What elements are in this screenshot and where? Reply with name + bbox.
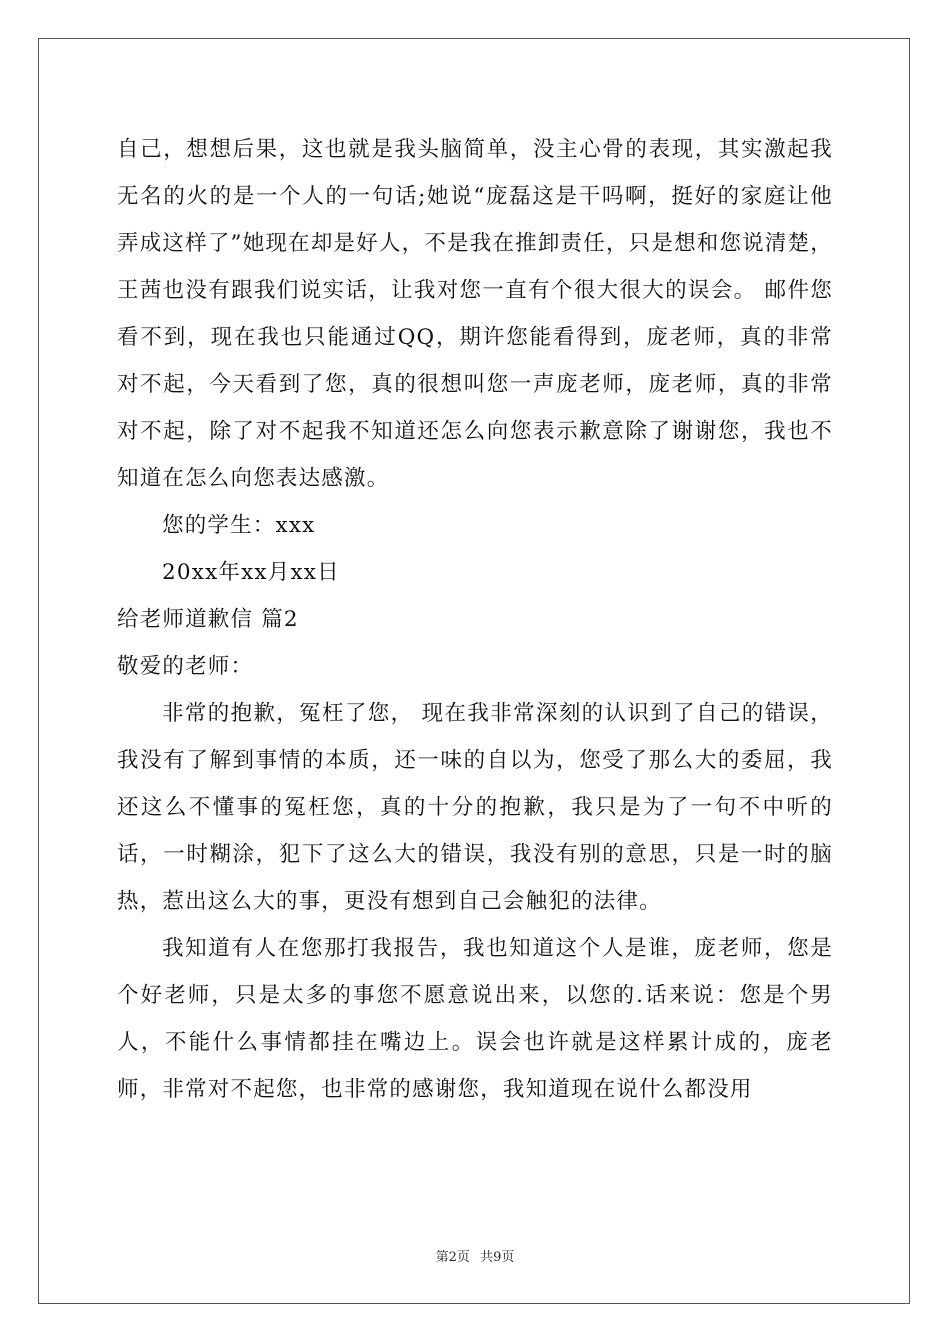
page-total: 共9页: [480, 1250, 515, 1265]
section-title: 给老师道歉信 篇2: [117, 607, 299, 632]
date-line: 20xx年xx月xx日: [162, 560, 340, 585]
document-body: [117, 126, 833, 1113]
page-footer: [0, 1246, 950, 1265]
paragraph-continuation: 自己，想想后果，这也就是我头脑简单，没主心骨的表现，其实激起我无名的火的是一个人的一句话;她说“庞磊这是干吗啊，挺好的家庭让他弄成这样了”她现在却是好人，不是我在推卸责任，只是想和您说清楚，王茜也没有跟我们说实话，让我对您一直有个很大很大的误会。 邮件您看不到，现在我也只能通过QQ，期许您能看得到，庞老师，真的非常对不起，今天看到了您，真的很想叫您一声庞老师，庞老师，真的非常对不起，除了对不起我不知道还怎么向您表示歉意除了谢谢您，我也不知道在怎么向您表达感激。: [117, 137, 833, 491]
page-number: 第2页: [435, 1250, 470, 1265]
signature-line: 您的学生：xxx: [162, 513, 316, 538]
paragraph-apology: 非常的抱歉，冤枉了您， 现在我非常深刻的认识到了自己的错误，我没有了解到事情的本质，还一味的自以为，您受了那么大的委屈，我还这么不懂事的冤枉您，真的十分的抱歉，我只是为了一句不中听的话，一时糊涂，犯下了这么大的错误，我没有别的意思，只是一时的脑热，惹出这么大的事，更没有想到自己会触犯的法律。: [117, 701, 833, 914]
paragraph-explanation: 我知道有人在您那打我报告，我也知道这个人是谁，庞老师，您是个好老师，只是太多的事您不愿意说出来，以您的.话来说：您是个男人，不能什么事情都挂在嘴边上。误会也许就是这样累计成的，庞老师，非常对不起您，也非常的感谢您，我知道现在说什么都没用: [117, 936, 833, 1102]
salutation: 敬爱的老师：: [117, 654, 254, 679]
